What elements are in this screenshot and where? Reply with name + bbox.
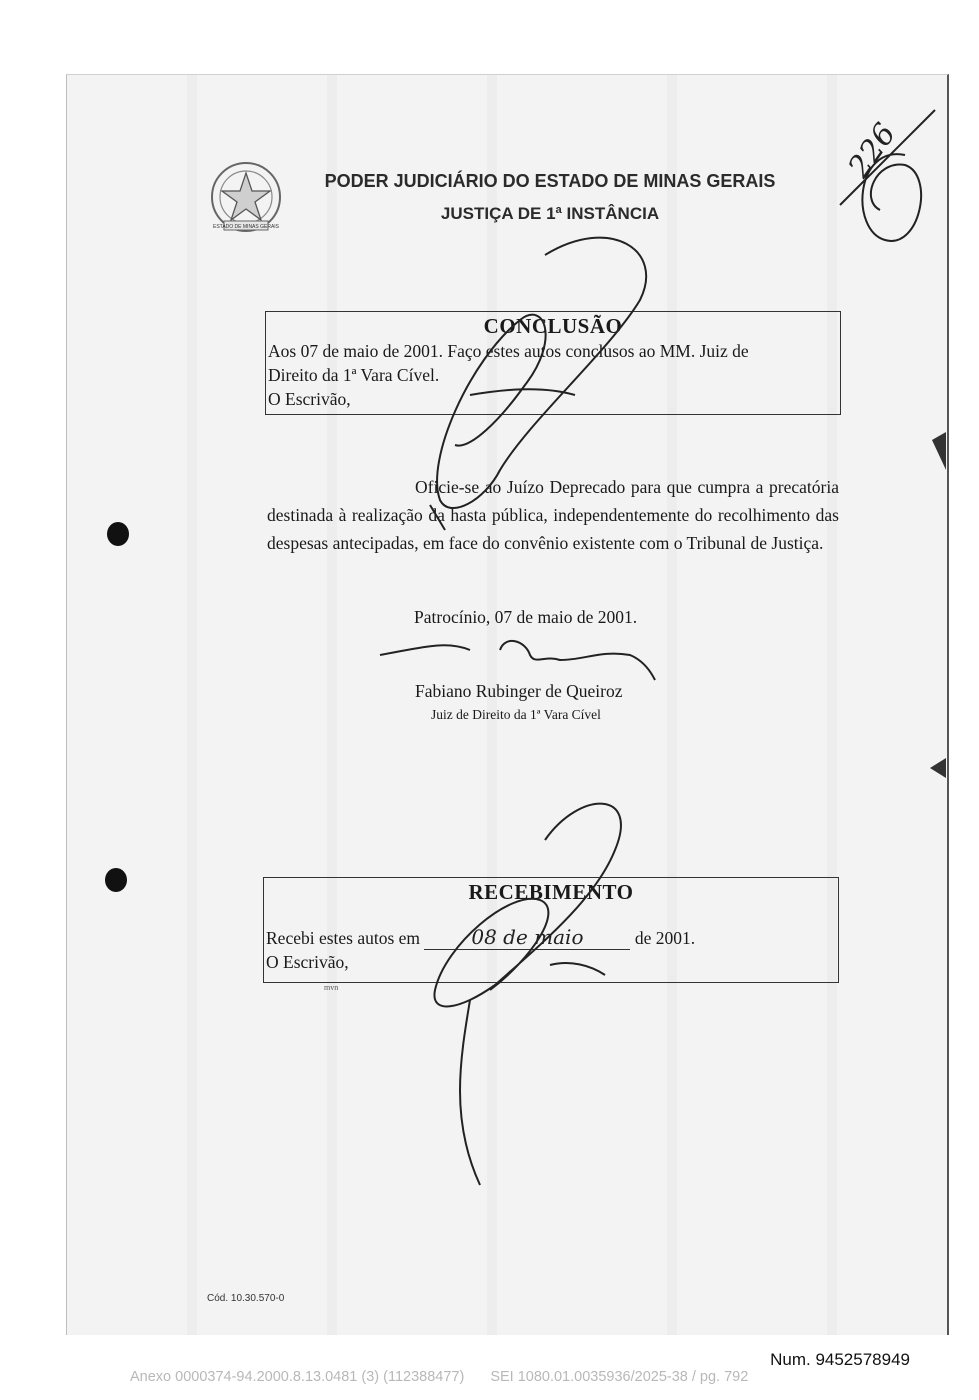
court-name: PODER JUDICIÁRIO DO ESTADO DE MINAS GERAIS bbox=[324, 171, 776, 191]
court-instance: JUSTIÇA DE 1ª INSTÂNCIA bbox=[440, 204, 660, 223]
recebimento-title: RECEBIMENTO bbox=[468, 880, 634, 904]
recebimento-line2: O Escrivão, bbox=[266, 952, 349, 972]
footer-watermark bbox=[130, 1369, 850, 1385]
received-date-handwritten: 08 de maio bbox=[424, 925, 630, 950]
footer-annex: Anexo 0000374-94.2000.8.13.0481 (3) (112388477) bbox=[130, 1369, 465, 1385]
conclusao-title: CONCLUSÃO bbox=[483, 314, 623, 338]
document-number: Num. 9452578949 bbox=[770, 1350, 910, 1369]
judge-name: Fabiano Rubinger de Queiroz bbox=[415, 681, 623, 701]
conclusao-line2: Direito da 1ª Vara Cível. bbox=[268, 365, 440, 385]
received-suffix: de 2001. bbox=[634, 928, 696, 948]
recebimento-signature-icon bbox=[434, 804, 620, 1185]
received-prefix: Recebi estes autos em bbox=[266, 928, 421, 948]
page-number-handwritten: 226 bbox=[841, 117, 904, 185]
conclusao-line3: O Escrivão, bbox=[268, 389, 351, 409]
svg-text:ESTADO DE MINAS GERAIS: ESTADO DE MINAS GERAIS bbox=[212, 224, 280, 230]
escrivao-signature-icon bbox=[430, 238, 646, 530]
clerk-initials: mvn bbox=[324, 983, 339, 992]
conclusao-line1: Aos 07 de maio de 2001. Faço estes autos conclusos ao MM. Juiz de bbox=[268, 341, 749, 361]
form-code: Cód. 10.30.570-0 bbox=[207, 1293, 285, 1304]
footer-sei: SEI 1080.01.0035936/2025-38 / pg. 792 bbox=[490, 1369, 749, 1385]
judge-signature-icon bbox=[380, 641, 655, 680]
scan-edge-mark bbox=[930, 432, 946, 778]
judge-title: Juiz de Direito da 1ª Vara Cível bbox=[431, 707, 601, 722]
despacho-text: Oficie-se ao Juízo Deprecado para que cumpra a precatória destinada à realização da hasta pública, independentemente do recolhimento das despesas antecipadas, em face do convênio existente com o Tribunal de Justiça. bbox=[267, 477, 839, 553]
place-date: Patrocínio, 07 de maio de 2001. bbox=[414, 607, 638, 627]
